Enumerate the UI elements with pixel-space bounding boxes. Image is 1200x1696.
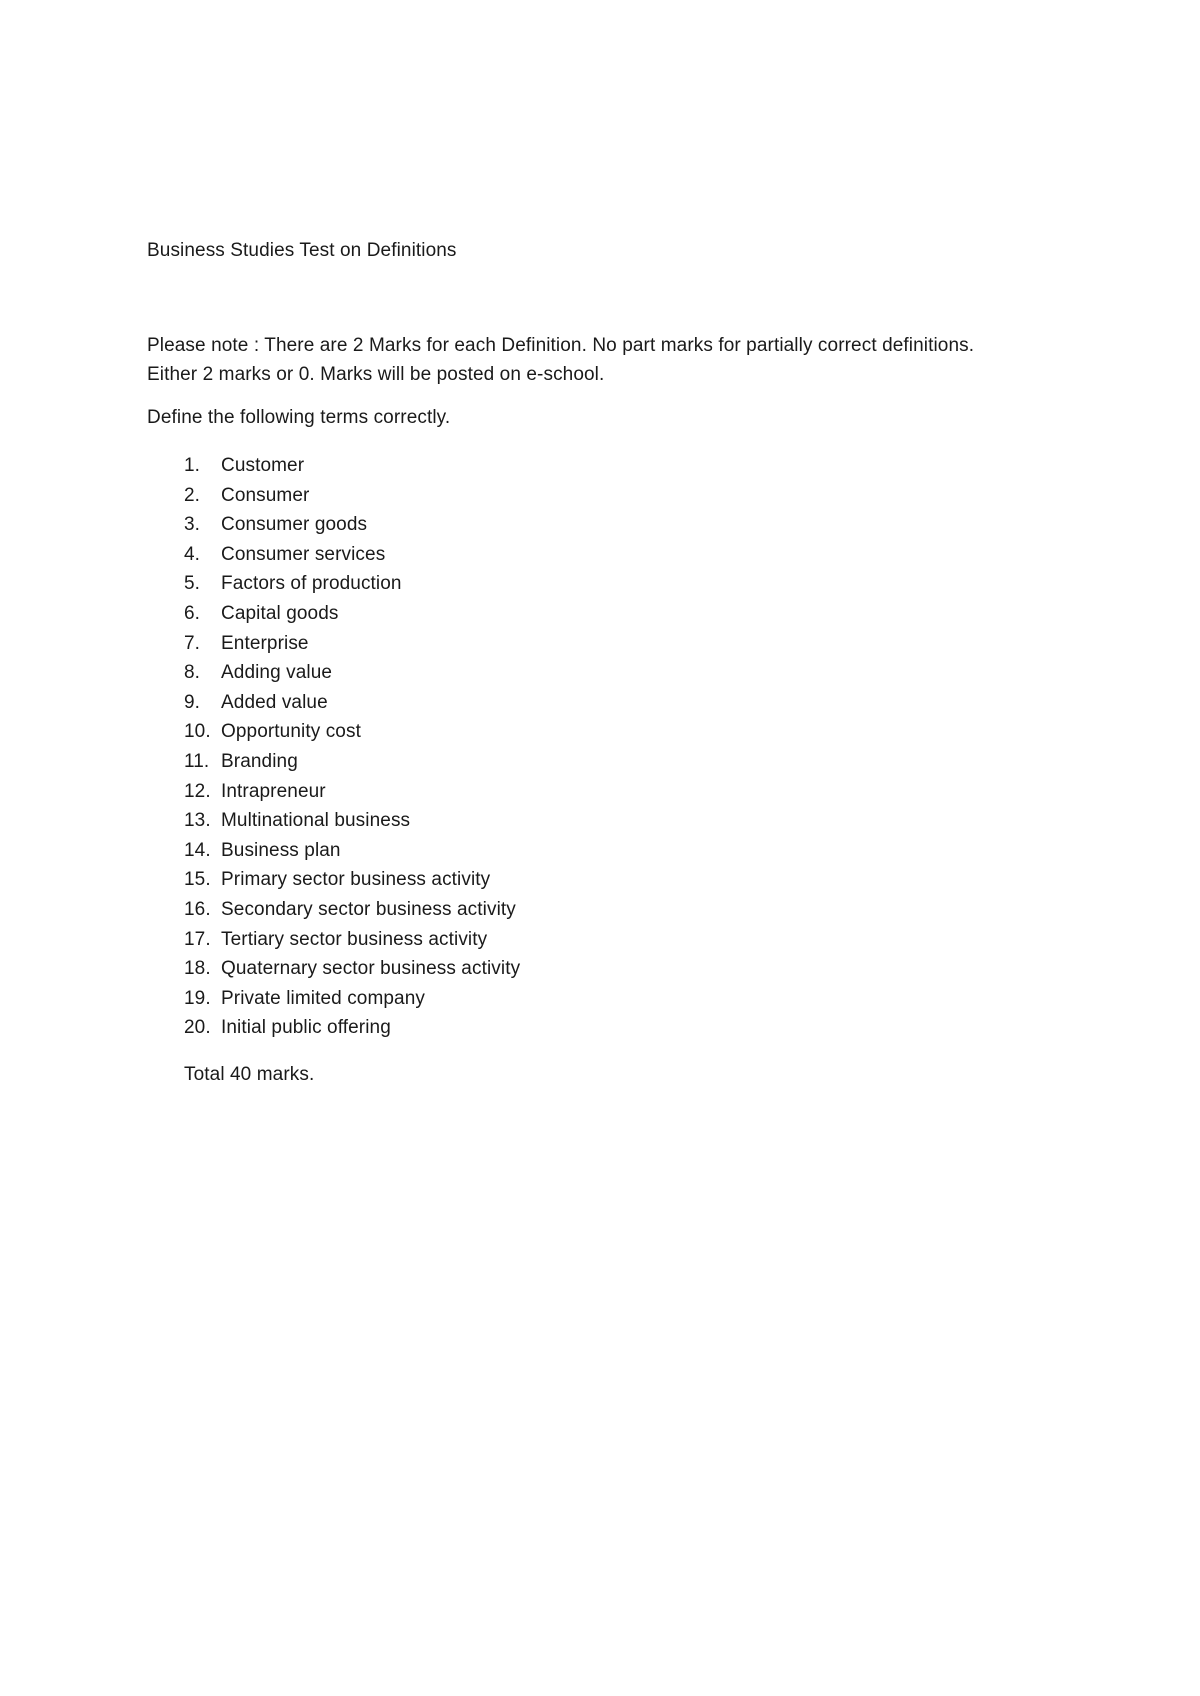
term-number: 18. [184,958,211,980]
term-number: 14. [184,839,211,861]
term-item [184,806,520,836]
term-text: Private limited company [221,987,425,1009]
term-item [184,658,520,688]
term-item [184,451,520,481]
term-text: Tertiary sector business activity [221,928,488,950]
term-number: 10. [184,721,211,743]
term-item [184,688,520,718]
term-text: Business plan [221,839,341,861]
term-number: 2. [184,484,201,506]
term-item [184,747,520,777]
term-text: Adding value [221,662,333,684]
term-item [184,895,520,925]
marking-note-line: Please note : There are 2 Marks for each Definition. No part marks for partially correct definitions. [147,335,975,356]
term-item [184,865,520,895]
term-number: 17. [184,928,211,950]
term-item [184,777,520,807]
term-text: Consumer [221,484,310,506]
term-item [184,836,520,866]
term-text: Secondary sector business activity [221,898,516,920]
term-number: 16. [184,898,211,920]
terms-list [184,451,520,1043]
term-number: 13. [184,810,211,832]
term-item [184,984,520,1014]
term-number: 7. [184,632,201,654]
term-item [184,481,520,511]
term-text: Branding [221,750,298,772]
term-text: Opportunity cost [221,721,361,743]
term-text: Intrapreneur [221,780,326,802]
term-number: 15. [184,869,211,891]
term-number: 11. [184,750,210,772]
term-number: 20. [184,1017,211,1039]
term-text: Multinational business [221,810,411,832]
term-number: 12. [184,780,211,802]
term-number: 3. [184,514,201,536]
term-text: Factors of production [221,573,402,595]
term-number: 9. [184,691,201,713]
term-text: Quaternary sector business activity [221,958,521,980]
document-title: Business Studies Test on Definitions [147,240,457,261]
term-text: Primary sector business activity [221,869,491,891]
term-item [184,510,520,540]
term-text: Capital goods [221,602,339,624]
term-number: 1. [184,455,201,476]
term-item [184,629,520,659]
term-text: Enterprise [221,632,309,654]
marking-note-line: Either 2 marks or 0. Marks will be posted on e-school. [147,364,605,385]
term-item [184,599,520,629]
term-item [184,540,520,570]
term-number: 19. [184,987,211,1009]
term-number: 6. [184,602,201,624]
term-item [184,569,520,599]
term-text: Added value [221,691,328,713]
term-item [184,717,520,747]
term-item [184,925,520,955]
term-item [184,954,520,984]
term-text: Consumer goods [221,514,368,536]
term-number: 5. [184,573,201,595]
term-text: Customer [221,455,305,476]
term-number: 8. [184,662,201,684]
term-text: Consumer services [221,543,386,565]
term-item [184,1013,520,1043]
total-marks: Total 40 marks. [184,1064,315,1085]
instruction-text: Define the following terms correctly. [147,407,451,428]
term-text: Initial public offering [221,1017,391,1039]
marking-note [147,331,1107,389]
term-number: 4. [184,543,201,565]
